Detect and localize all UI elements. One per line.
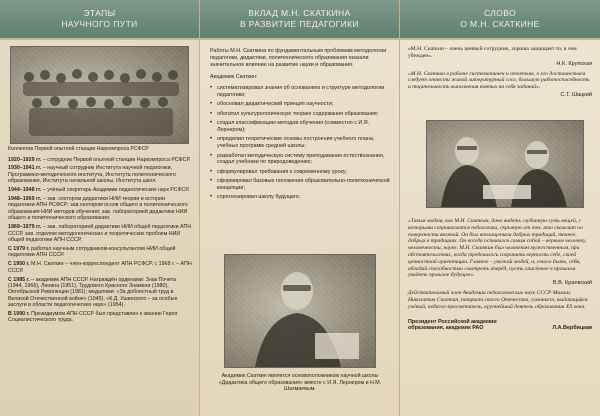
contribution-item: • определил теоретические основы построения учебного плана, учебных программ средней школы; (210, 136, 391, 150)
timeline-entry (8, 187, 192, 193)
president-name: Л.А.Вербицкая (552, 325, 592, 332)
timeline-text: – учёный секретарь Академии педагогических наук РСФСР. (41, 187, 190, 194)
timeline-entry (8, 157, 192, 163)
contribution-item: • обогатил культурологическую теорию содержания образования; (210, 111, 391, 118)
portrait-figure (225, 255, 375, 367)
timeline-text: М.Н. Скаткин – член-корреспондент АПН РСФСР, с 1968 г. – АПН СССР. (8, 261, 192, 274)
testimonials-header-line1: СЛОВО (483, 8, 517, 18)
quote-krupskaya-author: Н.К. Крупская (556, 60, 592, 67)
contribution-list (210, 85, 391, 201)
quote-shatsky-author: С.Т. Шацкий (560, 91, 592, 98)
contribution-intro: Работы М.Н. Скаткина по фундаментальным проблемам методологии педагогики, дидактики, политехнического образования оказали значительное влияние на развитие науки и образования. (210, 48, 387, 68)
tribute-statement: Действительный член Академии педагогических наук СССР Михаил Николаевич Скаткин, патриот своего Отечества, гуманист, выдающийся учёный, педагог-просветитель, крупнейший деятель образования ХХ века. (408, 290, 588, 310)
testimonials-header (400, 0, 600, 40)
president-title: Президент Российской академии образования, академик РАО (408, 318, 497, 332)
contribution-header-line1: ВКЛАД М.Н. СКАТКИНА (248, 8, 351, 18)
timeline-years: 1948–1969 гг. (8, 196, 42, 203)
contribution-item: • обосновал дидактический принцип научности; (210, 101, 391, 108)
column-testimonials (400, 0, 600, 416)
timeline-entry (8, 224, 192, 243)
quote-kraevsky-author: В.В. Краевский (552, 280, 592, 287)
column-career-stages (0, 0, 200, 416)
timeline-entry (8, 196, 192, 222)
timeline-years: 1969–1979 гг. (8, 224, 42, 231)
quote-krupskaya: «М.Н. Скаткин – очень ценный сотрудник, хорошо защищает то, в чем убежден». (408, 46, 577, 59)
group-photo (10, 46, 189, 144)
contribution-item: • сформировал базовые положения образовательно-политехнической концепции; (210, 178, 391, 192)
contribution-item: • систематизировал знания об основаниях и структуре методологии педагогики; (210, 85, 391, 99)
timeline-entry (8, 277, 192, 309)
testimonials-body (400, 40, 600, 98)
timeline-years: 1930–1941 гг. (8, 165, 42, 172)
timeline-text: Президиумом АПН СССР был представлен к званию Героя Социалистического труда. (8, 311, 178, 324)
career-stages-header-line2: НАУЧНОГО ПУТИ (61, 19, 138, 29)
timeline-years: 1944–1948 гг. (8, 187, 42, 194)
contribution-header-line2: В РАЗВИТИЕ ПЕДАГОГИКИ (239, 19, 360, 29)
president-signature (408, 319, 592, 332)
timeline-years: С 1979 г. (8, 245, 30, 252)
timeline-years: С 1950 г. (8, 261, 30, 268)
testimonials-header-line2: О М.Н. СКАТКИНЕ (460, 19, 540, 29)
quote-shatsky: «М.Н. Скаткин в работе систематичен и отчетлив, к его достоинствам следует отнести живой литературный слог, большую работоспособность и тщательность выполнения взятых на себя заданий». (408, 70, 590, 91)
contribution-item: • сформулировал требования к современному уроку; (210, 169, 391, 176)
timeline-years: С 1985 г. (8, 276, 30, 283)
contribution-item: • создал классификацию методов обучения (совместно с И.Я. Лернером); (210, 120, 391, 134)
career-stages-header (0, 0, 199, 40)
contribution-lead: Академик Скаткин: (210, 74, 258, 81)
contribution-header (200, 0, 399, 40)
timeline-text: – научный сотрудник Института научной педагогики, Программно-методического института, Института политехнического образования, Института начальной школы, Института школ. (8, 165, 176, 185)
contribution-item: • спрогнозировал школу будущего. (210, 194, 391, 201)
timeline-entry (8, 165, 192, 184)
timeline-entry (8, 261, 192, 274)
timeline-text: – зав. сектором дидактики НИИ теории и истории педагогики АПН РСФСР; зав.сектором основ общего и политехнического образования НИИ методов обучения; зав. лабораторией дидактики НИИ общего и политехнического образования. (8, 196, 188, 222)
career-timeline (0, 153, 199, 324)
timeline-entry (8, 311, 192, 324)
contribution-body (200, 40, 399, 201)
working-photo-figures (427, 121, 583, 207)
timeline-text: – зав. лабораторией дидактики НИИ общей педагогики АПН СССР, зав. отделом методологических и теоретических проблем НИИ общей педагогики АПН СССР. (8, 224, 192, 243)
timeline-text: работал научным сотрудником-консультантом НИИ общей педагогики АПН СССР. (8, 245, 176, 259)
timeline-years: 1920–1929 гг. (8, 156, 42, 163)
group-photo-caption: Коллектив Первой опытной станции Наркомпроса РСФСР (8, 146, 149, 152)
group-photo-figures (11, 47, 189, 143)
timeline-text: – сотрудник Первой опытной станции Наркомпроса РСФСР. (41, 156, 191, 163)
column-contribution (200, 0, 400, 416)
portrait-caption: Академик Скаткин является основоположником научной школы «Дидактика общего образования» вместе с И.Я. Лернером и Н.М. Шахмаевым. (218, 373, 382, 393)
timeline-text: – академик АПН СССР. Награждён орденами: Знак Почета (1944, 1966), Ленина (1951), Трудового Красного Знамени (1980), Октябрьской Революции (1981); медалями: «За доблестный труд в Великой Отечественной войне» (1945), «К.Д. Ушинского – за особые заслуги в области педагогических наук» (1954). (8, 276, 178, 309)
contribution-item: • разработал методическую систему преподавания естествознания, создал учебники по природоведению; (210, 153, 391, 167)
skatkin-portrait-photo (224, 254, 376, 368)
testimonials-body-lower (400, 212, 600, 332)
career-stages-header-line1: ЭТАПЫ (83, 8, 116, 18)
quote-kraevsky: «Таким людям, как М.Н. Скаткин, дано видеть глубинную суть вещей, с которыми соприкасается педагогика, скрытую от тех, кто скользит по поверхности явлений. Он был воплощением добрых традиций, точнее, добрых в традициях. Он всегда оставался самим собой – верным человеку, человечности, науке. М.Н. Скаткин был человеком мужественным, при обстоятельствах, когда требовалось сохранить верность себе, своей ценностной ориентации. Главное – уважай людей, и, стало быть, себя, обладай способностью смотреть вперёд, пусть спасённое в прошлом увидеть прошлое будущее». (408, 218, 587, 279)
timeline-entry (8, 246, 192, 259)
skatkin-working-photo (426, 120, 584, 208)
timeline-years: В 1990 г. (8, 311, 30, 318)
